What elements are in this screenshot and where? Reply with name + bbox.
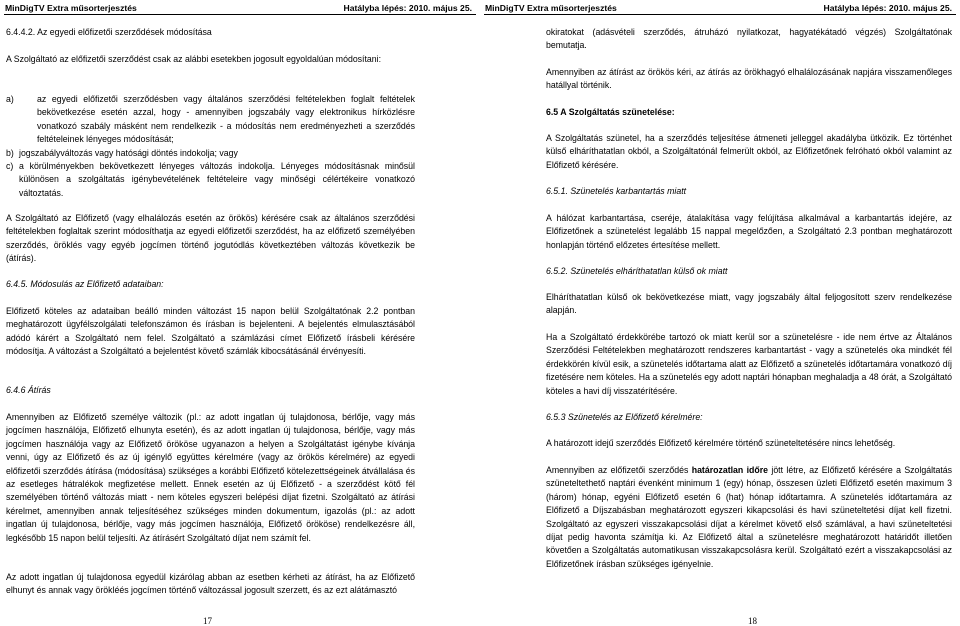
- paragraph: Amennyiben az Előfizető személye változik (pl.: az adott ingatlan új tulajdonosa, bérlője, vagy más jogcímen használója, Előfizető elhunyta esetén), és az adott ingatlan új tulajdonosa, bérlője, vagy más jogcímen használója vagy az Előfizető örököse ugyanazon a helyen a Szolgáltatást igénybe kívánja venni, úgy az Előfizető és az új igénylő együttes kérelmére (vagy az örökös kérelmére) az egyedi előfizetői szerződés átírása (módosítása) szükséges a korábbi Előfizető kötelezettségeinek átvállalása és az esetleges hátralékok megfizetése mellett. Ennek esetén az új Előfizető - a szerződést kötő fél személyében történő változás miatt - nem köteles egyszeri belépési díjat fizetni. Szolgáltató az átírási kérelmet, amennyiben annak teljesítéséhez szükséges minden dokumentum, igazolás (pl.: az adott ingatlan új tulajdonosa, bérlője, vagy más jogcímen használója, Előfizető örököse) rendelkezésre áll, legkésőbb 15 napon belül teljesíti. Az átírásért Szolgáltató díjat nem számít fel.: [6, 412, 415, 543]
- header-title: MinDigTV Extra műsorterjesztés: [485, 3, 617, 13]
- paragraph: okiratokat (adásvételi szerződés, átruházó nyilatkozat, hagyatékátadó végzés) Szolgáltatónak bemutatja.: [546, 27, 952, 51]
- emphasis-text: határozatlan időre: [691, 465, 769, 475]
- paragraph: A Szolgáltató az előfizetői szerződést csak az alábbi esetekben jogosult egyoldalúan módosítani:: [6, 54, 382, 64]
- page-number: 18: [748, 616, 757, 626]
- paragraph: Az adott ingatlan új tulajdonosa egyedül kizárólag abban az esetben kérheti az átírást, ha az Előfizető elhunyt és annak vagy örökléés jogcímen történő változással jogosult szerzett, és az ezt alátámasztó: [6, 572, 415, 596]
- paragraph: A határozott idejű szerződés Előfizető kérelmére történő szüneteltetésére nincs lehetőség.: [546, 438, 896, 448]
- section-heading-6442: 6.4.4.2. Az egyedi előfizetői szerződések módosítása: [6, 27, 212, 37]
- list-text: jogszabályváltozás vagy hatósági döntés indokolja; vagy: [19, 148, 238, 158]
- list-text: az egyedi előfizetői szerződésben vagy általános szerződési feltételekben foglalt feltételek bekövetkezése esetén azzal, hogy - amennyiben jogszabály vagy elektronikus hírközlésre vonatkozó szabály másként nem rendelkezik - a módosítás nem eredményezheti a szerződés feltételeinek lényeges módosítását;: [37, 94, 415, 145]
- page-right: [480, 0, 960, 626]
- list-marker: b): [6, 148, 14, 158]
- list-marker: c): [6, 161, 14, 171]
- paragraph: Ha a Szolgáltató érdekkörébe tartozó ok miatt kerül sor a szünetelésre - ide nem értve az Általános Szerződési Feltételekben meghatározott rendszeres karbantartást - vagy a szünetelés oka mindkét fél érdekkörén kívül esik, a szünetelés időtartama alatt az Előfizető a szünetelés időtartamára vonatkozó díj fizetésére nem köteles. Ha a szünetelés egy adott naptári hónapban meghaladja a 48 órát, a Szolgáltató köteles a havi díj visszatérítésére.: [546, 332, 952, 396]
- paragraph-text: Amennyiben az előfizetői szerződés: [546, 465, 692, 475]
- list-item: [6, 147, 415, 160]
- section-heading-652: 6.5.2. Szünetelés elháríthatatlan külső ok miatt: [546, 266, 728, 276]
- section-heading-646: 6.4.6 Átírás: [6, 385, 51, 395]
- list-item: [6, 160, 415, 200]
- section-heading-651: 6.5.1. Szünetelés karbantartás miatt: [546, 186, 687, 196]
- list-text: a körülményekben bekövetkezett lényeges változás indokolja. Lényeges módosításnak minősül különösen a szolgáltatás igénybevételének feltételeire vagy minőségi célértékeire vonatkozó változtatás.: [19, 161, 415, 198]
- right-column: [546, 0, 952, 626]
- section-heading-653: 6.5.3 Szünetelés az Előfizető kérelmére:: [546, 412, 703, 422]
- header-effective-date: Hatályba lépés: 2010. május 25.: [343, 3, 472, 13]
- paragraph: Elháríthatatlan külső ok bekövetkezése miatt, vagy jogszabály által feljogosított szerv rendelkezése alapján.: [546, 292, 952, 316]
- header-effective-date: Hatályba lépés: 2010. május 25.: [823, 3, 952, 13]
- section-heading-65: 6.5 A Szolgáltatás szünetelése:: [546, 107, 675, 117]
- paragraph: A Szolgáltató az Előfizető (vagy elhalálozás esetén az örökös) kérésére csak az általános szerződési feltételekben foglaltak szerint módosíthatja az egyedi előfizetői szerződést, ha az előfizető személyében szerződés, öröklés vagy egyéb jogcímen történő jogutódlás következtében változás következik be (átírás).: [6, 213, 415, 264]
- paragraph: [546, 464, 952, 571]
- paragraph: Amennyiben az átírást az örökös kéri, az átírás az örökhagyó elhalálozásának napjára visszamenőleges hatállyal történik.: [546, 67, 952, 91]
- list-marker: a): [6, 94, 14, 104]
- list-item: [6, 93, 415, 147]
- page-number: 17: [203, 616, 212, 626]
- paragraph: A hálózat karbantartása, cseréje, átalakítása vagy felújítása alkalmával a karbantartás idejére, az Előfizetőnek a szünetelést legalább 15 nappal megelőzően, a Szolgáltató 2.3 pontban meghatározott honlapján történő előzetes értesítése mellett.: [546, 213, 952, 250]
- header-title: MinDigTV Extra műsorterjesztés: [5, 3, 137, 13]
- section-heading-645: 6.4.5. Módosulás az Előfizető adataiban:: [6, 279, 164, 289]
- left-column: [6, 0, 415, 626]
- paragraph-text: jött létre, az Előfizető kérésére a Szolgáltatás szüneteltethető naptári évenként minimum 1 (egy) hónap, összesen üzleti Előfizető esetén maximum 3 (három) hónap, egyéni Előfizető esetén 6 (hat) hónap időtartamra. A szünetelés időtartamára az Előfizető a Díjszabásban meghatározott egyszeri kikapcsolási és havi szüneteltetési díjat kell fizetni. Szolgáltató az egyszeri visszakapcsolási díjat a kérelmet követő első számlával, a havi szüneteltetési díjat pedig havonta számítja ki. Az Előfizető által a szünetelésre meghatározott határidőt illetően követően a Szolgáltatás automatikusan visszakapcsolásra kerül. Szolgáltató ezért a visszakapcsolási az Előfizetőnek írásban szükséges igényelnie.: [546, 465, 952, 569]
- paragraph: Előfizető köteles az adataiban beálló minden változást 15 napon belül Szolgáltatónak 2.2 pontban meghatározott ügyfélszolgálati telefonszámon és írásban is bejelenteni. A bejelentés elmulasztásából adódó kárért a Szolgáltató nem felel. Szolgáltató a számlázási címet Előfizető írásbeli kérésére módosítja. A változást a Szolgáltató a bejelentést követő számlák kibocsátásánál érvényesíti.: [6, 306, 415, 357]
- paragraph: A Szolgáltatás szünetel, ha a szerződés teljesítése átmeneti jelleggel akadályba ütközik. Ez történhet külső elháríthatatlan okból, a Szolgáltatónál felmerült okból, az Előfizetőnek felróható okból valamint az Előfizető kérésére.: [546, 133, 952, 170]
